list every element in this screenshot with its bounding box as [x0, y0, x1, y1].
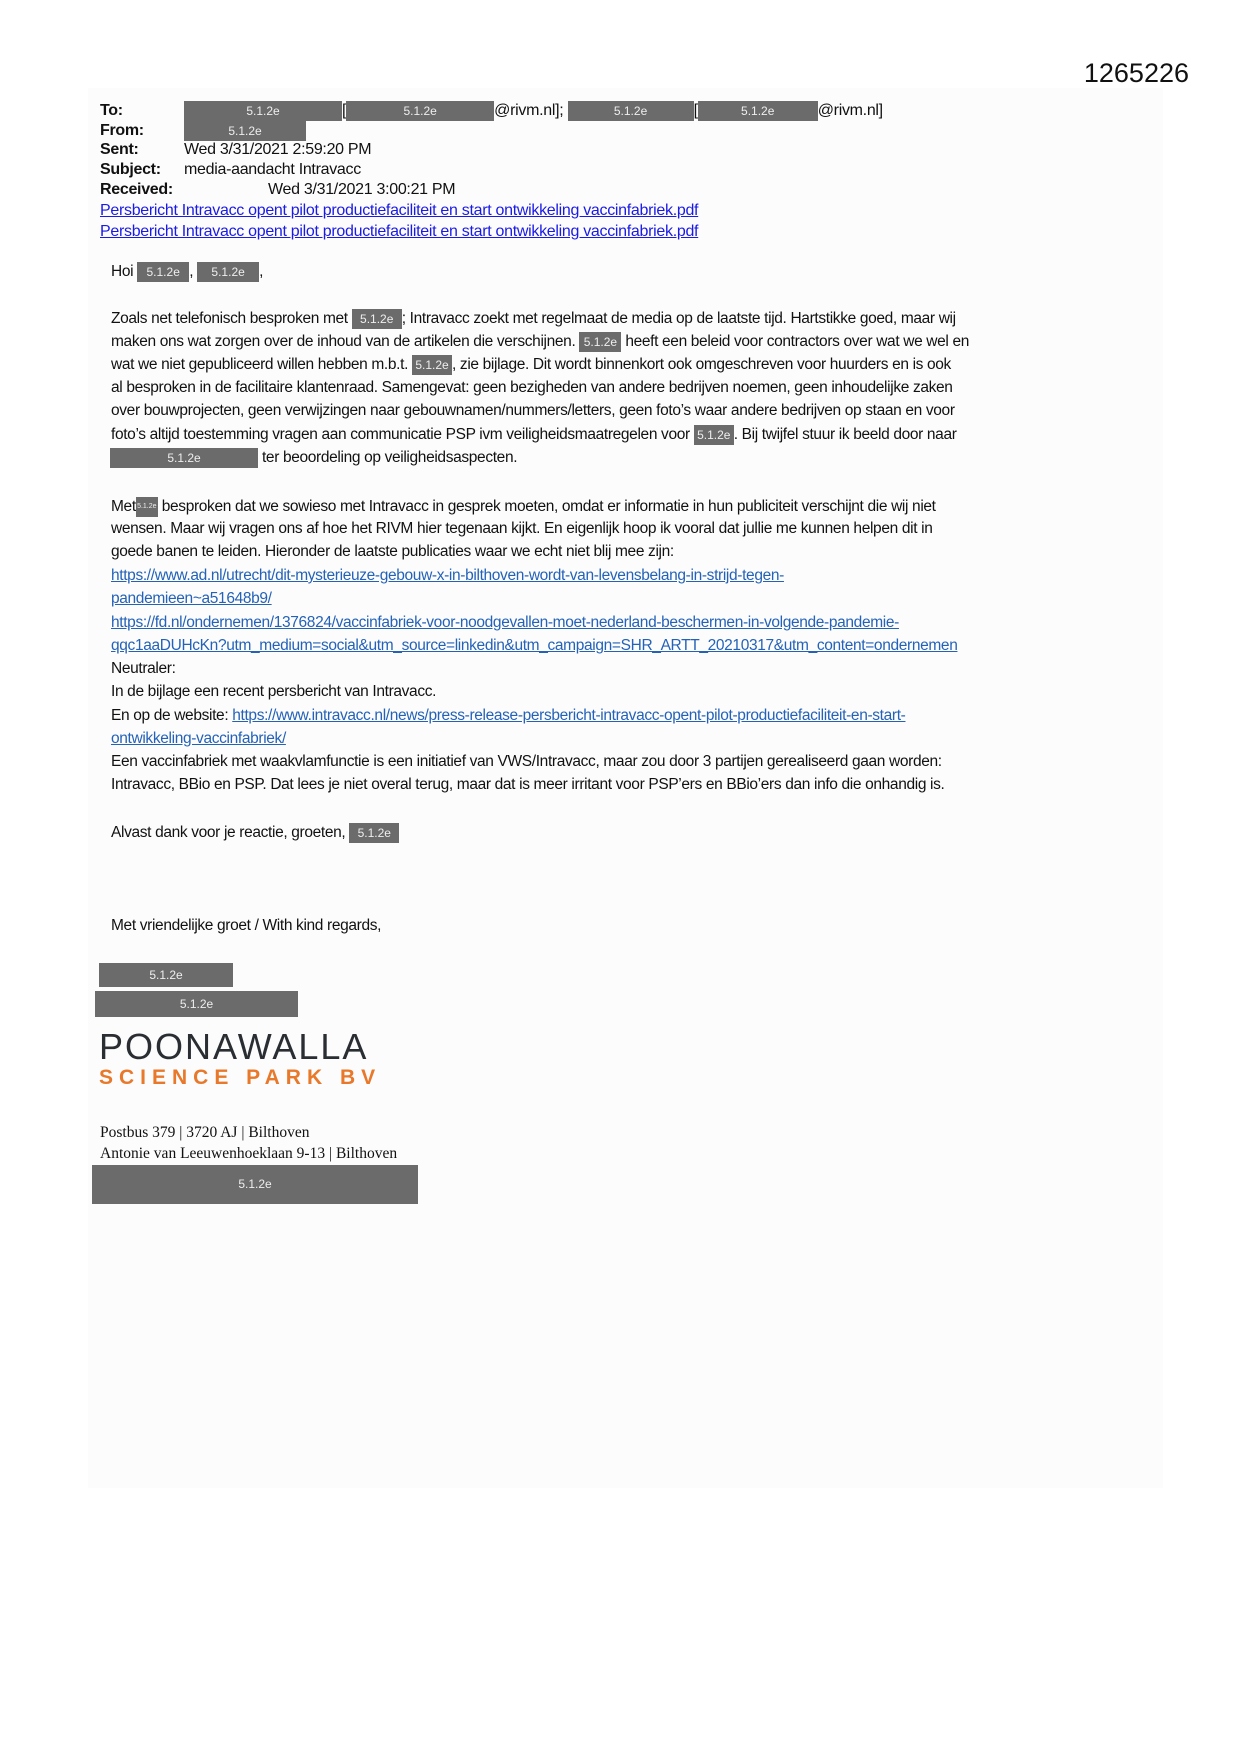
text: Met	[111, 498, 136, 516]
redaction: 5.1.2e	[137, 262, 189, 282]
intravacc-link[interactable]: https://www.intravacc.nl/news/press-release-persbericht-intravacc-opent-pilot-productiefaciliteit-en-start-	[232, 707, 906, 724]
sent-label: Sent:	[100, 141, 139, 158]
subject-label: Subject:	[100, 161, 161, 178]
redaction: 5.1.2e	[352, 309, 402, 329]
paragraph-line	[111, 707, 905, 725]
closing-line	[111, 823, 399, 843]
attachment-link[interactable]: Persbericht Intravacc opent pilot productiefaciliteit en start ontwikkeling vaccinfabriek.pdf	[100, 202, 699, 219]
article-link-fd[interactable]: qqc1aaDUHcKn?utm_medium=social&utm_source=linkedin&utm_campaign=SHR_ARTT_20210317&utm_content=ondernemen	[111, 637, 958, 654]
redaction: 5.1.2e	[197, 262, 259, 282]
redaction: 5.1.2e	[99, 963, 233, 987]
paragraph-line: over bouwprojecten, geen verwijzingen naar gebouwnamen/nummers/letters, geen foto’s waar andere bedrijven op staan en voor	[111, 402, 955, 419]
from-label: From:	[100, 122, 144, 140]
text: besproken dat we sowieso met Intravacc in gesprek moeten, omdat er informatie in hun publiciteit verschijnt die wij niet	[161, 498, 936, 516]
redaction: 5.1.2e	[698, 101, 818, 121]
article-link-fd[interactable]: https://fd.nl/ondernemen/1376824/vaccinfabriek-voor-noodgevallen-moet-nederland-beschermen-in-volgende-pandemie-	[111, 614, 899, 631]
intravacc-link[interactable]: ontwikkeling-vaccinfabriek/	[111, 730, 286, 747]
text: maken ons wat zorgen over de inhoud van de artikelen die verschijnen.	[111, 333, 576, 351]
paragraph-line	[111, 332, 969, 352]
paragraph-line: goede banen te leiden. Hieronder de laatste publicaties waar we echt niet blij mee zijn:	[111, 543, 674, 560]
paragraph-line	[111, 425, 957, 445]
redaction: 5.1.2e	[568, 101, 694, 121]
text: foto’s altijd toestemming vragen aan communicatie PSP ivm veiligheidsmaatregelen voor	[111, 426, 690, 444]
redaction: 5.1.2e	[346, 101, 494, 121]
text: En op de website:	[111, 707, 233, 724]
redaction: 5.1.2e	[579, 332, 621, 352]
subject-value: media-aandacht Intravacc	[184, 161, 361, 178]
to-domain: @rivm.nl]	[817, 102, 883, 120]
greeting-text: Hoi	[111, 263, 134, 281]
sent-row	[100, 141, 371, 159]
logo-poonawalla: POONAWALLA	[99, 1026, 369, 1067]
redaction: 5.1.2e	[136, 497, 158, 517]
text: , zie bijlage. Dit wordt binnenkort ook omgeschreven voor huurders en is ook	[452, 356, 951, 374]
received-label: Received:	[100, 181, 173, 198]
article-link-ad[interactable]: https://www.ad.nl/utrecht/dit-mysterieuze-gebouw-x-in-bilthoven-wordt-van-levensbelang-in-strijd-tegen-	[111, 567, 784, 584]
received-value: Wed 3/31/2021 3:00:21 PM	[268, 181, 456, 198]
received-row	[100, 181, 455, 199]
redaction: 5.1.2e	[110, 448, 258, 468]
paragraph-line: In de bijlage een recent persbericht van Intravacc.	[111, 683, 437, 700]
paragraph-line: Neutraler:	[111, 660, 176, 677]
greeting: Hoi 5.1.2e , 5.1.2e ,	[111, 263, 264, 281]
to-domain: @rivm.nl];	[494, 102, 564, 120]
attachment-link[interactable]: Persbericht Intravacc opent pilot productiefaciliteit en start ontwikkeling vaccinfabriek.pdf	[100, 223, 699, 240]
to-label: To:	[100, 102, 123, 120]
address-line: Antonie van Leeuwenhoeklaan 9-13 | Bilthoven	[100, 1145, 398, 1162]
paragraph-line	[111, 309, 956, 329]
text: ter beoordeling op veiligheidsaspecten.	[261, 449, 518, 467]
paragraph-line	[111, 355, 951, 375]
text: Alvast dank voor je reactie, groeten,	[111, 824, 346, 842]
paragraph-line	[110, 448, 517, 468]
address-line: Postbus 379 | 3720 AJ | Bilthoven	[100, 1124, 310, 1141]
article-link-ad[interactable]: pandemieen~a51648b9/	[111, 590, 272, 607]
redaction: 5.1.2e	[349, 823, 399, 843]
to-row	[100, 101, 883, 121]
redaction: 5.1.2e	[92, 1165, 418, 1204]
paragraph-line: Intravacc, BBio en PSP. Dat lees je niet overal terug, maar dat is meer irritant voor PSP’ers en BBio’ers dan info die onhandig is.	[111, 776, 945, 793]
paragraph-line: Een vaccinfabriek met waakvlamfunctie is een initiatief van VWS/Intravacc, maar zou door 3 partijen gerealiseerd gaan worden:	[111, 753, 942, 770]
redaction: 5.1.2e	[184, 101, 342, 121]
logo-science-park: SCIENCE PARK BV	[99, 1066, 382, 1089]
text: wat we niet gepubliceerd willen hebben m.b.t.	[111, 356, 409, 374]
subject-row	[100, 161, 361, 179]
redaction: 5.1.2e	[694, 425, 734, 445]
redaction: 5.1.2e	[184, 121, 306, 141]
paragraph-line	[111, 497, 936, 517]
text: ; Intravacc zoekt met regelmaat de media op de laatste tijd. Hartstikke goed, maar wij	[401, 310, 956, 328]
regards: Met vriendelijke groet / With kind regards,	[111, 917, 382, 934]
text: heeft een beleid voor contractors over wat we wel en	[625, 333, 970, 351]
bracket: [	[693, 102, 698, 120]
bracket: [	[342, 102, 347, 120]
text: Zoals net telefonisch besproken met	[111, 310, 348, 328]
paragraph-line: wensen. Maar wij vragen ons af hoe het RIVM hier tegenaan kijkt. En eigenlijk hoop ik vooral dat jullie me kunnen helpen dit in	[111, 520, 933, 537]
sent-value: Wed 3/31/2021 2:59:20 PM	[184, 141, 372, 158]
document-number: 1265226	[1083, 58, 1189, 88]
paragraph-line: al besproken in de facilitaire klantenraad. Samengevat: geen bezigheden van andere bedrijven noemen, geen inhoudelijke zaken	[111, 379, 953, 396]
from-row	[100, 121, 306, 141]
redaction: 5.1.2e	[95, 991, 298, 1017]
redaction: 5.1.2e	[412, 355, 452, 375]
text: . Bij twijfel stuur ik beeld door naar	[733, 426, 957, 444]
